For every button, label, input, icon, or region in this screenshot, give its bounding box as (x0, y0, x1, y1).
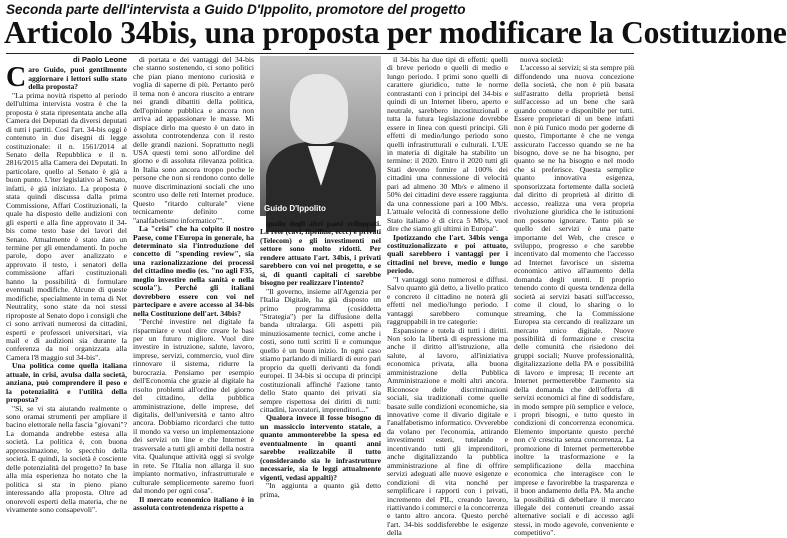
article-headline: Articolo 34bis, una proposta per modificare la Costituzione (4, 15, 787, 50)
article-column-3 (260, 56, 381, 499)
answer-paragraph: "La prima novità rispetto al periodo dell'ultima intervista vostra è che la proposta è stata ripresentata anche alla Camera dei Deputati da diversi deputati di tutti i partiti. Così l'art. 34-bis oggi è contenuto in due disegni di legge costituzionale: il n. 1561/2014 al Senato della Repubblica e il n. 2816/2015 alla Camera dei Deputati. In particolare, quello al Senato è già a buon punto. L'iter legislativo al Senato, infatti, è già iniziato. La proposta è stata quindi discussa dalla prima Commissione, Affari Costituzionali, la quale ha disposto delle audizioni con gli esperti e alla fine approvato il 34-bis come testo base dei lavori del Senato. Attualmente è stato dato un termine per gli emendamenti. In poche parole, dopo aver analizzato e approvato il testo, i senatori della commissione affari costituzionali hanno la possibilità di formulare eventuali modifiche. Alcune di queste modifiche, specialmente in tema di Net Neutrality, sono state da noi stessi riproposte al Senato dopo i consigli che ci sono arrivati numerosi da cittadini, esperti e professori universitari, via mail e di audizioni sia durante la conferenza da noi organizzata alla Camera l'8 maggio sul 34-bis". (6, 90, 127, 362)
answer-paragraph: Espansione e tutela di tutti i diritti. Non solo la libertà di espressione ma anche il diritto all'istruzione, alla salute, al lavoro, all'iniziativa economica privata, alla buona amministrazione della Pubblica Amministrazione e molti altri ancora. Riconosce delle discriminazioni sociali, sia tradizionali come quelle basate sulle condizioni economiche, sia innovative come il divario digitale e l'analfabetismo informatico. Ovverebbe da volano per l'economia, attirando investimenti esteri, tutelando e incentivando tutti gli imprenditori, anche digitalizzando la pubblica amministrazione al fine di offrire servizi adeguati alle nuove esigenze e condizioni di vita nonché per semplificare i rapporti con i privati, incremento del PIL, creando lavoro, riattivando i commerci e la concorrenza e tanto altro ancora. Questo perché l'art. 34-bis soddisferebbe le esigenze della (387, 325, 508, 538)
answer-paragraph: di portata e dei vantaggi del 34-bis che stanno sostenendo, ci sono politici che pian piano mentono curiosità e voglia di saperne di più. Pertanto però il tema non è ancora riuscito a entrare nei grandi dibattiti della politica, dell'opinione pubblica e ancora non arriva ad appassionare le masse. Mi dispiace dirlo ma questo è un dato in assoluta controtendenza con il resto delle grandi nazioni. Soprattutto negli USA questi temi sono all'ordine del giorno e di assoluta rilevanza politica. In Italia sono ancora troppo poche le persone che non si rendono conto delle nuove discriminazioni sociali che uno scontro uso delle reti Internet produce. Questo "ritardo culturale" viene tecnicamente definito come "analfabetismo informatico"". (133, 55, 254, 225)
column-5-body (514, 56, 634, 538)
question-paragraph: Ipotizzando che l'art. 34bis venga costituzionalizzato e poi attuato, quali sarebbero i vantaggi per i cittadini nel breve, medio e lungo periodo. (387, 232, 508, 276)
answer-paragraph: "Sì, se vi sta aiutando realmente o sono oramai strumenti per ampliare il bacino elettorale nella fascia "giovani"? La domanda andrebbe estesa alla società. La politica è, con buona approssimazione, lo specchio della società. E quindi, la società è cosciente delle potenzialità del progetto? In base alla mia esperienza ho notato che la politica si sta in pieno piano interessando alla proposta. Oltre ad onorevoli esperti della materia, che ne vivamente sono consapevoli". (6, 403, 127, 515)
question-paragraph: aro Guido, puoi gentilmente aggiornare i lettori sullo stato della proposta? (28, 65, 127, 92)
article-column-1 (6, 55, 127, 515)
answer-paragraph: "I vantaggi sono numerosi e diffusi. Salvo quanto già detto, a livello pratico e concreto il cittadino ne noterà gli effetti nel medio/lungo periodo. I vantaggi sarebbero comunque raggruppabili in tre categorie: (387, 274, 508, 327)
answer-paragraph: "Perché investire nel digitale fa risparmiare e vuol dire creare le basi per un futuro migliore. Vuol dire investire in istruzione, salute, lavoro, imprese, servizi, commercio, vuol dire rinnovare il sistema, ridurre la burocrazia. Pensiamo per esempio dell'Economia che grazie al digitale ha risolto problemi all'ordine del giorno del cittadino, della pubblica amministrazione, delle imprese, del digitalis, dell'università e tanto altro ancora. Dobbiamo ricordarci che tutto il mondo va verso un implementazione dei servizi on line e che Internet è trasversale a tutti gli ambiti della nostra vita. Qualunque attività oggi si svolge in rete. Se l'Italia non allarga il suo impianto normativo, infrastrutturale e culturale semplicemente saremo fuori dal mondo per ogni cosa". (133, 317, 254, 496)
answer-paragraph: "In aggiunta a quanto già detto prima, (260, 481, 381, 499)
column-4-body (387, 56, 508, 538)
answer-paragraph: il 34-bis ha due tipi di effetti: quelli di breve periodo e quelli di medio e lungo periodo. I primi sono quelli di carattere giuridico, tutte le norme contrastanti con i principi del 34-bis e quindi di un Internet libero, aperto e neutrale, sarebbero incostituzionali e tutta la futura legislazione dovrebbe essere in linea con questi principi. Gli effetti di medio/lungo periodo sono quelli infrastrutturali e culturali. L'UE in materia di digitale ha stabilito un termine: il 2020. Entro il 2020 tutti gli Stati devono fornire al 100% dei cittadini una connessione di velocità pari ad almeno 30 Mb/s e almeno il 50% dei cittadini deve essere raggiunta da una connessione pari a 100 Mb/s. L'attuale velocità di connessione dello Stato italiano è di circa 5 Mb/s, vuol dire che siamo gli ultimi in Europa". (387, 55, 508, 234)
article-column-2 (133, 55, 254, 513)
article-kicker: Seconda parte dell'intervista a Guido D'Ippolito, promotore del progetto (6, 2, 466, 17)
question-paragraph: Una politica come quella italiana attuale, in crisi, avulsa dalla società, anziana, può comprendere il peso e la potenzialità e l'utilità della proposta? (6, 361, 127, 405)
column-2-body (133, 56, 254, 512)
answer-paragraph: L'accesso ai servizi; si sta sempre più diffondendo una nuova concezione della società, che non è più basata sull'astratto della proprietà bensì sull'accesso ad un bene che sarà quando comune e disponibile per tutti. Essere proprietari di un bene infatti non è più l'unico modo per goderne di questo, l'importante è che ne venga assicurato l'accesso quando se ne ha bisogno, dove se ne ha bisogno, per quanto se ne ha bisogno e nel modo che si preferisce. Questa semplice quanto innovativa esigenza, sponsorizzata fortemente dalla società dal diritto di proprietà al diritto di accesso, realizza una vera propria rivoluzione giuridica che le istituzioni non possono ignorare. Tanto più se quello dei servizi è una parte importante del Web, che cresce e sviluppo, progresso e che sarebbe incentivato dal momento che l'accesso ad Internet favorisce un sistema economico attivo all'aumento della domanda degli utenti. Il proprio tenendo conto di questa tendenza della società ai servizi basati sull'accesso, come il cloud, lo sharing o lo streaming, che la Commissione Europea sta cercando di realizzare un mercato unico digitale. Nuove possibilità di formazione e crescita delle comunità che risiedono dei gruppi sociali; Nuove professionalità, digitalizzazione della PA e possibilità di lavoro e impresa; Il recente art Internet permetterebbe l'aumento sia della domanda che dell'offerta di servizi economici al fine di soddisfare, in modo sempre più semplice e veloce, i propri bisogni, e tutto questo in condizioni di concorrenza economica. Elemento importante questo perché non c'è crescita senza concorrenza. La promozione di Internet permetterebbe inoltre la trasformazione e la semplificazione della macchina economica che interagisce con le imprese e favorirebbe la trasparenza e il buon andamento della PA. Ma anche la possibilità di debellare il mercato illegale dei contenuti creando assai alternative sociali e di accesso agli stessi, in modo agevole, conveniente e competitivo". (514, 63, 634, 538)
question-paragraph: quello degli altri paesi sviluppati. La rete (cavi, fipelline, eccc) e privati (Telecom) e gli investimenti nel settore sono molto ridotti. Per rendere attuato l'art. 34bis, i privati sarebbero con voi nel progetto, e se sì, di quanti capitali ci sarebbe bisogno per realizzare l'intento? (260, 219, 381, 288)
byline: di Paolo Leone (72, 55, 127, 64)
column-1-body (6, 62, 127, 515)
question-paragraph: Qualora invece il fosse bisogno di un massiccio intervento statale, a quanto ammonterebbe la spesa ed eventualmente in quanti anni sarebbe realizzabile il tutto (considerando sia le infrastrutture necessarie, sia le leggi attualmente vigenti, vedasi appalti)? (260, 413, 381, 482)
headline-rule (6, 53, 634, 54)
answer-paragraph: nuova società: (520, 55, 564, 64)
question-paragraph: La "crisi" che ha colpito il nostro Paese, come l'Europa in generale, ha determinato sia l'introduzione del concetto di "spending review", sia una razionalizzazione dei processi del cittadino medio (es. "no agli F35, meglio investire nella sanità e nella scuola"). Perché gli italiani dovrebbero essere con voi nel partecipare e avere accesso al 34-bis nella Costituzione dell'art. 34bis? (133, 224, 254, 318)
dropcap: C (6, 62, 27, 94)
portrait-head (290, 74, 348, 144)
column-3-body (260, 220, 381, 499)
article-column-5 (514, 55, 634, 538)
portrait-photo (260, 56, 381, 216)
article-column-4 (387, 55, 508, 538)
question-paragraph: Il mercato economico italiano è in assoluta controtendenza rispetto a (133, 494, 254, 513)
photo-caption: Guido D'Ippolito (264, 203, 326, 213)
answer-paragraph: "Il governo, insieme all'Agenzia per l'Italia Digitale, ha già disposto un primo programma (cosiddetta "Strategia") per la diffusione della banda ultralarga. Gli aspetti più minuziosamente tecnici, come anche i costi, sono tutti scritti lì e comunque quello è un buon inizio. In ogni caso stiamo parlando di miliardi di euro pari proprio da quelli derivanti da fondi europei. Il 34-bis si occupa di principi costituzionali affinché l'azione tanto dello Stato quanto dei privati sia sempre rispettosa dei diritti di tutti: cittadini, lavoratori, imprenditori..." (260, 286, 381, 414)
